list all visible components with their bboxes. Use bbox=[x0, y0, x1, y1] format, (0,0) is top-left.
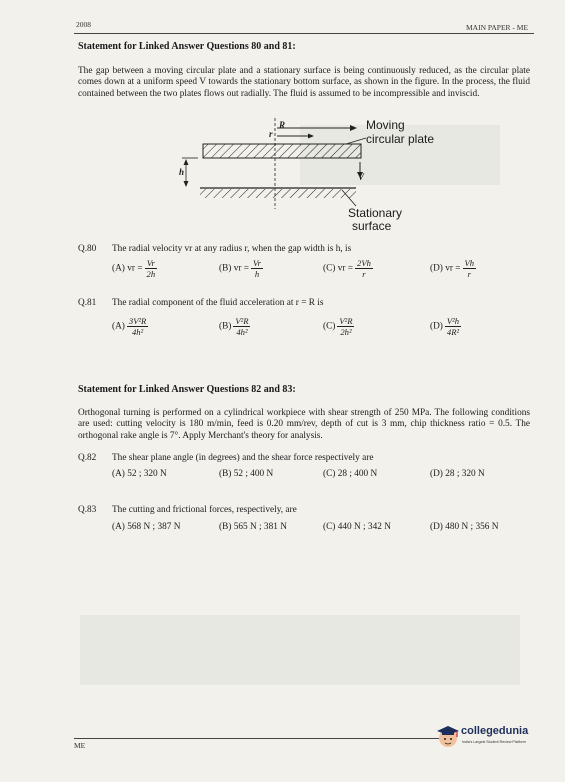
collegedunia-logo bbox=[435, 721, 539, 753]
header-rule bbox=[74, 33, 534, 34]
logo-tagline: India's Largest Student Review Platform bbox=[462, 740, 526, 744]
label-r: r bbox=[269, 129, 273, 139]
label-R: R bbox=[279, 120, 286, 130]
q81-option-b[interactable]: (B) $\frac{\text{V²R}}{\text{4h²}}$ bbox=[219, 316, 249, 337]
q83-option-c[interactable]: (C) 440 N ; 342 N bbox=[323, 522, 391, 532]
question-number-82: Q.82 bbox=[78, 453, 97, 463]
q83-option-a[interactable]: (A) 568 N ; 387 N bbox=[112, 522, 181, 532]
question-number-83: Q.83 bbox=[78, 505, 97, 515]
logo-name: collegedunia bbox=[461, 725, 529, 737]
q80-option-d[interactable]: (D) vr = $\frac{Vh}{r}$ bbox=[430, 258, 475, 279]
label-stationary-2: surface bbox=[352, 219, 392, 233]
section-paragraph-80-81: The gap between a moving circular plate and a stationary surface is being continuously reduced, as the circular plate comes down at a uniform speed V towards the stationary bottom surface, as shown in the figure. In the process, the fluid contained between the two plates flows out radially. The fluid is assumed to be incompressible and inviscid. bbox=[78, 66, 530, 99]
footer-rule bbox=[74, 738, 439, 739]
section-paragraph-82-83: Orthogonal turning is performed on a cylindrical workpiece with shear strength of 250 MPa. The following conditions are used: cutting velocity is 180 m/min, feed is 0.20 mm/rev, depth of cut is 3 mm, chip thickness ratio = 0.5. The orthogonal rake angle is 7°. Apply Merchant's theory for analysis. bbox=[78, 408, 530, 441]
q82-option-c[interactable]: (C) 28 ; 400 N bbox=[323, 469, 378, 479]
q82-option-b[interactable]: (B) 52 ; 400 N bbox=[219, 469, 274, 479]
header-year: 2008 bbox=[76, 20, 91, 29]
question-text-82: The shear plane angle (in degrees) and the shear force respectively are bbox=[112, 453, 374, 463]
q80-option-b[interactable]: (B) vr = $\frac{Vr}{h}$ bbox=[219, 258, 261, 279]
q81-option-c[interactable]: (C) $\frac{\text{V²R}}{\text{2h²}}$ bbox=[323, 316, 353, 337]
question-text-80: The radial velocity vr at any radius r, when the gap width is h, is bbox=[112, 244, 352, 254]
section-heading-82-83: Statement for Linked Answer Questions 82 and 83: bbox=[78, 384, 296, 395]
graduate-avatar-icon bbox=[435, 723, 461, 749]
label-stationary-1: Stationary bbox=[348, 206, 403, 220]
footer-code: ME bbox=[74, 741, 86, 750]
moving-plate-leader bbox=[346, 138, 366, 144]
q81-option-a[interactable]: (A) $\frac{\text{3V²R}}{\text{4h²}}$ bbox=[112, 316, 147, 337]
section-heading-80-81: Statement for Linked Answer Questions 80 and 81: bbox=[78, 41, 296, 52]
q83-option-b[interactable]: (B) 565 N ; 381 N bbox=[219, 522, 287, 532]
bleed-through bbox=[80, 615, 520, 685]
label-moving-1: Moving bbox=[366, 118, 405, 132]
label-V: V bbox=[358, 172, 365, 182]
question-number-80: Q.80 bbox=[78, 244, 97, 254]
moving-plate bbox=[203, 144, 361, 158]
question-number-81: Q.81 bbox=[78, 298, 97, 308]
q83-option-d[interactable]: (D) 480 N ; 356 N bbox=[430, 522, 499, 532]
question-text-81: The radial component of the fluid acceleration at r = R is bbox=[112, 298, 324, 308]
header-paper: MAIN PAPER - ME bbox=[466, 23, 529, 32]
label-h: h bbox=[179, 167, 185, 177]
label-moving-2: circular plate bbox=[366, 132, 435, 146]
q81-option-d[interactable]: (D) $\frac{\text{V²h}}{\text{4R²}}$ bbox=[430, 316, 460, 337]
q80-option-c[interactable]: (C) vr = $\frac{2Vh}{r}$ bbox=[323, 258, 371, 279]
q82-option-d[interactable]: (D) 28 ; 320 N bbox=[430, 469, 485, 479]
question-text-83: The cutting and frictional forces, respectively, are bbox=[112, 505, 297, 515]
q80-option-a[interactable]: (A) vr = $\frac{Vr}{2h}$ bbox=[112, 258, 156, 279]
q82-option-a[interactable]: (A) 52 ; 320 N bbox=[112, 469, 167, 479]
